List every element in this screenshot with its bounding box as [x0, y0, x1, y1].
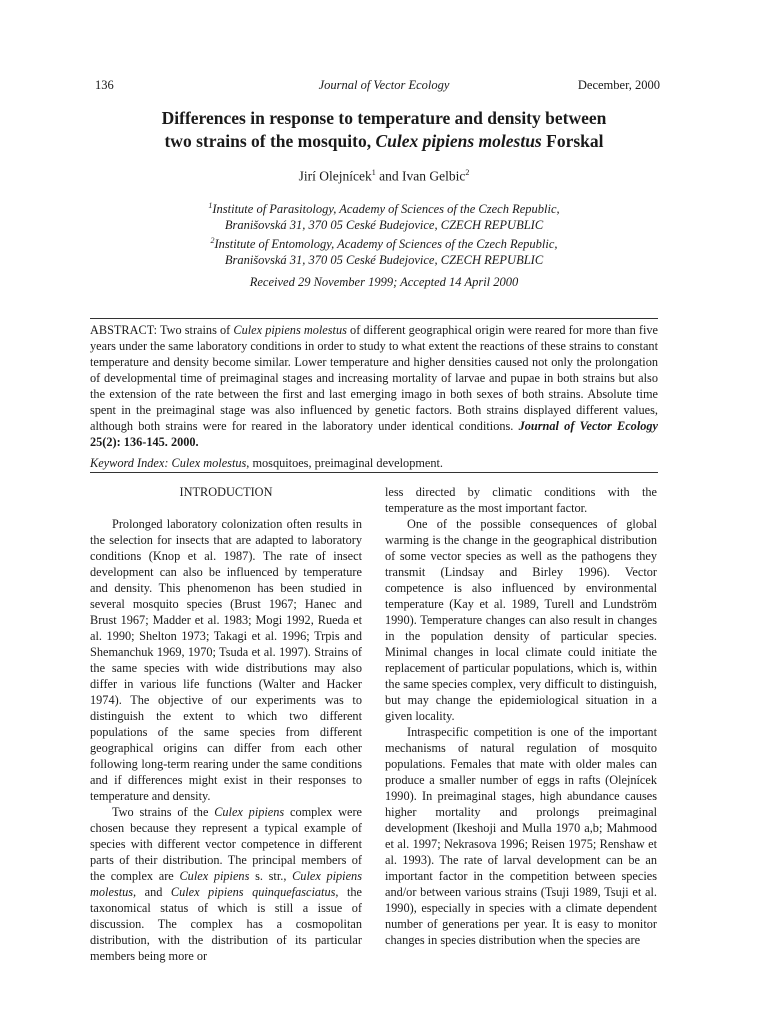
- divider-top: [90, 318, 658, 319]
- page-number: 136: [95, 78, 114, 92]
- p2-text-e: , the taxonomical status of which is still a issue of discussion. The complex has a cosmopolitan distribution, with the distribution of its particular members being more or: [90, 885, 362, 963]
- affil-2-sup: 2: [210, 236, 215, 246]
- p2-text-b: complex were chosen because they represent a typical example of species with different vector competence in different parts of their distribution. The principal members of the complex are: [90, 805, 363, 883]
- article-title: [60, 107, 708, 153]
- intro-paragraph-1: Prolonged laboratory colonization often results in the selection for insects that are adapted to laboratory conditions (Knop et al. 1987). The rate of insect development can also be influenced by temperature and density. This phenomenon has been studied in several mosquito species (Brust 1967; Hanec and Brust 1967; Madder et al. 1983; Mogi 1992, Rueda et al. 1990; Shelton 1973; Takagi et al. 1996; Trpis and Shemanchuk 1969, 1970; Tsuda et al. 1997). Strains of the same species with wide distributions may also differ in various life functions (Walter and Hacker 1974). The objective of our experiments was to distinguish the extent to which two different populations of the same species from different geographical origins can differ from each other following long-term rearing under the same conditions and if differences might exist in their responses to temperature and density.: [90, 517, 362, 803]
- p2-species-1: Culex pipiens: [214, 805, 285, 819]
- abstract-body: of different geographical origin were reared for more than five years under the same laboratory conditions in order to study to what extent the reactions of these strains to constant temperature and density become similar. Lower temperature and higher densities caused not only the prolongation of developmental time of preimaginal stages and increasing mortality of larvae and pupae in both strains but also the extension of the rate between the first and last emerging imago in both sexes of both strains. Absolute time spent in the preimaginal stage was also influenced by genetic factors. Both strains displayed different values, although both strains were for reared in the laboratory under identical conditions.: [90, 323, 658, 433]
- author-2: Ivan Gelbic: [402, 168, 466, 184]
- affil-1-line-2: Branišovská 31, 370 05 Ceské Budejovice, CZECH REPUBLIC: [224, 218, 544, 233]
- issue-date: December, 2000: [577, 78, 660, 92]
- right-paragraph-1: One of the possible consequences of global warming is the change in the geographical distribution of some vector species as well as the pathogens they transmit (Lindsay and Birley 1996). Vector competence is also influenced by environmental temperature (Kay et al. 1989, Turell and Lundström 1990). Temperature changes can also result in changes in the population density of particular species. Minimal changes in local climate could initiate the replacement of particular populations, which is, within the same species complex, very difficult to distinguish, but may change the epidemiological situation in a given locality.: [385, 517, 657, 723]
- keyword-species: Culex molestus: [171, 456, 247, 470]
- title-line-1: Differences in response to temperature and density between: [161, 108, 607, 128]
- p2-text-d: and: [136, 885, 171, 899]
- keyword-index: [90, 456, 658, 471]
- author-2-sup: 2: [465, 168, 470, 177]
- p2-text-c: s. str.,: [249, 869, 293, 883]
- abstract-citation-rest: 25(2): 136-145. 2000.: [90, 435, 199, 449]
- received-dates: Received 29 November 1999; Accepted 14 April 2000: [249, 275, 519, 289]
- intro-paragraph-2: [90, 804, 362, 964]
- divider-bottom: [90, 472, 658, 473]
- affiliations: [0, 198, 768, 268]
- affil-2-line-2: Branišovská 31, 370 05 Ceské Budejovice, CZECH REPUBLIC: [224, 253, 544, 268]
- left-column: [90, 484, 362, 964]
- title-species: Culex pipiens molestus: [375, 131, 542, 151]
- p2-species-2: Culex pipiens: [179, 869, 250, 883]
- author-1-sup: 1: [371, 168, 376, 177]
- title-line-2-prefix: two strains of the mosquito,: [164, 131, 376, 151]
- keyword-label: Keyword Index:: [90, 456, 172, 470]
- author-line: [0, 168, 768, 185]
- title-line-2-suffix: Forskal: [541, 131, 604, 151]
- running-journal-title: Journal of Vector Ecology: [318, 78, 450, 92]
- affil-1-line-1: Institute of Parasitology, Academy of Sciences of the Czech Republic,: [212, 202, 560, 217]
- abstract-species: Culex pipiens molestus: [233, 323, 347, 337]
- p2-species-4: Culex pipiens quinquefasciatus: [170, 885, 336, 899]
- p2-species-3: Culex pipiens molestus,: [90, 869, 362, 899]
- p2-text-a: Two strains of the: [112, 805, 215, 819]
- author-joiner: and: [375, 168, 402, 184]
- right-paragraph-2: Intraspecific competition is one of the important mechanisms of natural regulation of mosquito populations. Females that mate with older males can produce a smaller number of eggs in rafts (Olejnícek 1990). In preimaginal stages, high abundance causes higher mortality and prolongs preimaginal development (Ikeshoji and Mulla 1970 a,b; Mahmood et al. 1997; Nekrasova 1996; Reisen 1975; Renshaw et al. 1993). The rate of larval development can be an important factor in the competition between species and/or between various strains (Tsuji 1989, Tsuji et al. 1990), especially in species with a climate dependent number of generations per year. It is easy to monitor changes in species distribution when the species are: [385, 725, 657, 947]
- abstract-citation-journal: Journal of Vector Ecology: [518, 419, 658, 433]
- right-column: [385, 484, 657, 948]
- affil-2-line-1: Institute of Entomology, Academy of Sciences of the Czech Republic,: [214, 237, 558, 252]
- right-paragraph-0: less directed by climatic conditions with the temperature as the most important factor.: [385, 485, 657, 515]
- keyword-rest: , mosquitoes, preimaginal development.: [246, 456, 444, 470]
- abstract-label: ABSTRACT: Two strains of: [90, 323, 234, 337]
- author-1: Jirí Olejnícek: [298, 168, 372, 184]
- abstract: [90, 322, 658, 450]
- section-heading-introduction: INTRODUCTION: [179, 485, 273, 499]
- affil-1-sup: 1: [208, 201, 213, 210]
